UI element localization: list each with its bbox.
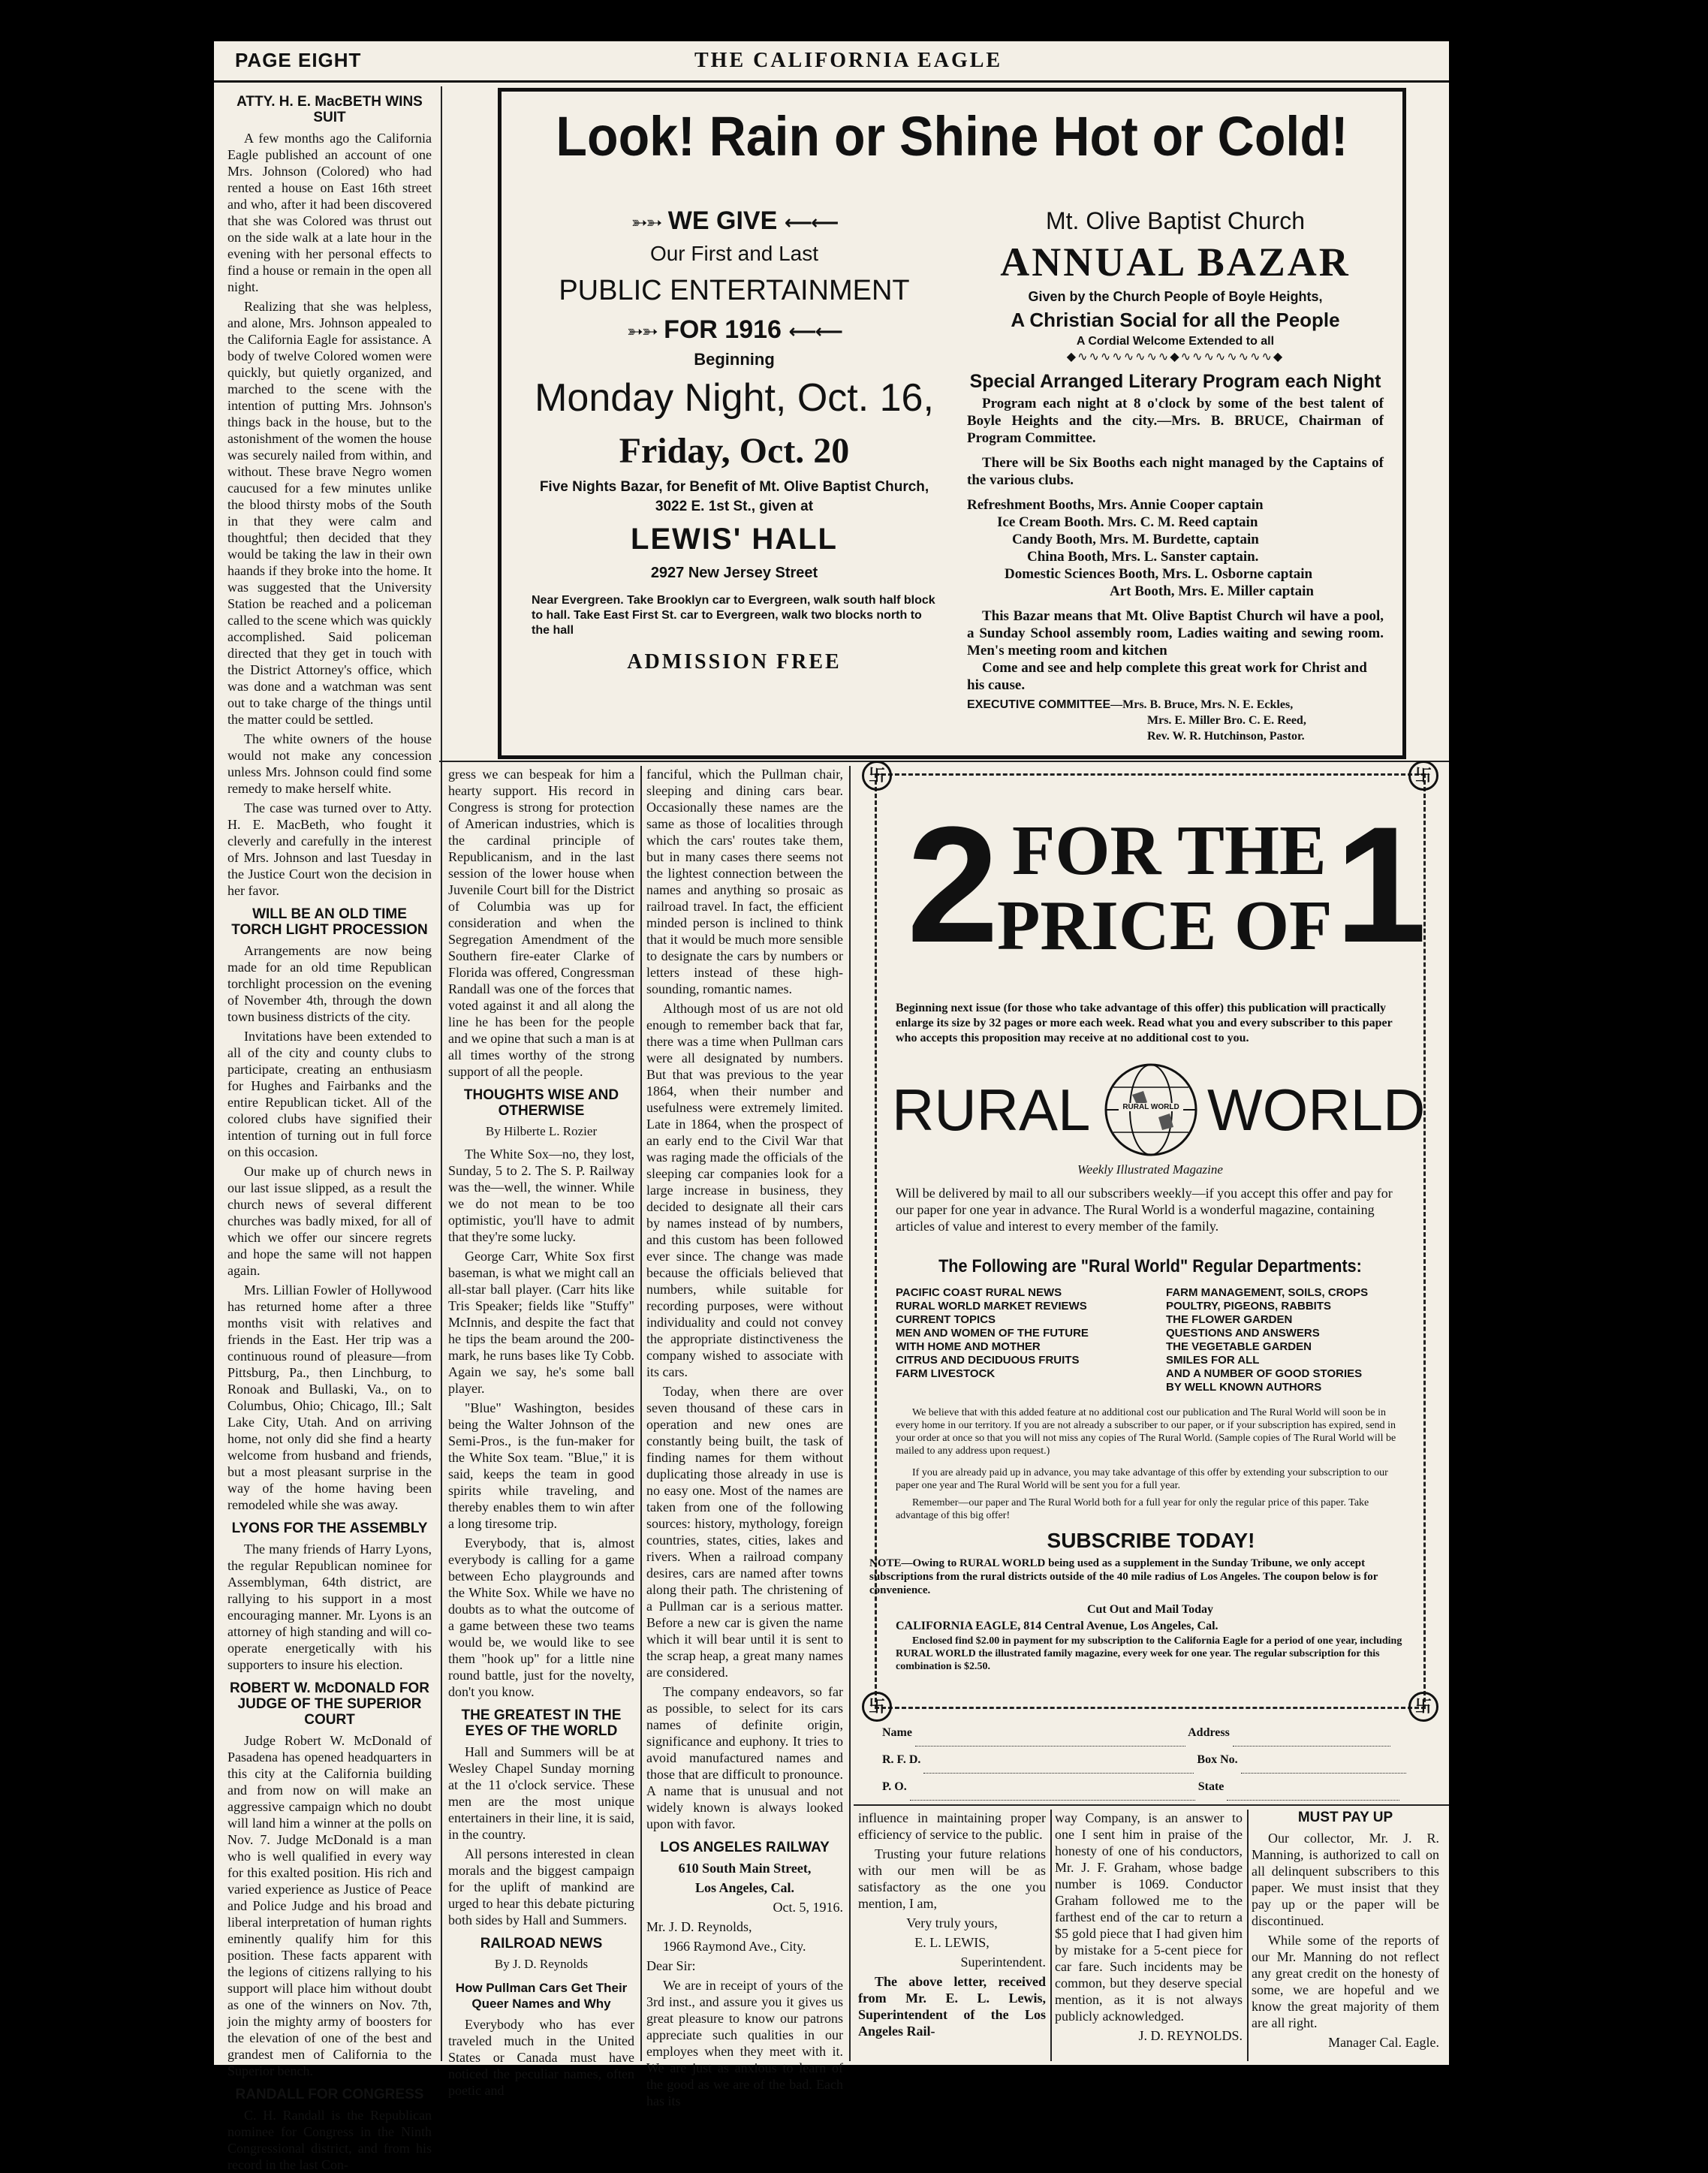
department-item: CITRUS AND DECIDUOUS FRUITS bbox=[896, 1354, 1080, 1367]
paragraph: gress we can bespeak for him a hearty support. His record in Congress is strong for protection of American industries, which is the cardinal principle of Republicanism, and in the last session of the lower house when Juvenile Court bill for the District of Columbia was up for consideration and when the Segregation Amendment of the Southern fire-eater Clarke of Florida was offered, Congressman Randall was one of the forces that voted against it and all along the line he has been for the people and we opine that such a man is at all times worthy of the strong support of all the people. bbox=[448, 767, 634, 1079]
big-one: 1 bbox=[1335, 792, 1427, 977]
byline: By Hilberte L. Rozier bbox=[485, 1124, 598, 1138]
bazar-left-panel bbox=[524, 204, 944, 677]
big-two: 2 bbox=[907, 792, 999, 977]
paragraph: Today, when there are over seven thousand of these cars in operation and new ones are constantly being built, the task of finding names for them without duplicating those already in use is no easy one. Most of the names are taken from one of the following sources: history, mythology, foreign countries, states, cities, lakes and rivers. When a railroad company desires, cars are named after towns along their path. The christening of a Pullman car is a serious matter. Before a new car is given the name which it will bear until it is sent to the scrap heap, a great many names are considered. bbox=[646, 1384, 843, 1680]
church-name: Mt. Olive Baptist Church bbox=[1046, 207, 1305, 234]
coupon-address: CALIFORNIA EAGLE, 814 Central Avenue, Los Angeles, Cal. bbox=[896, 1620, 1218, 1632]
come-text: Come and see and help complete this great work for Christ and his cause. bbox=[967, 660, 1367, 693]
friday-date: Friday, Oct. 20 bbox=[619, 431, 850, 471]
booth-item: Art Booth, Mrs. E. Miller captain bbox=[1110, 583, 1314, 599]
column-rule bbox=[1247, 1810, 1249, 2061]
paragraph: Hall and Summers will be at Wesley Chapel Sunday morning at the 11 o'clock service. These men are the most unique entertainers in their line, it is said, in the country. bbox=[448, 1744, 634, 1842]
booth-item: Ice Cream Booth. Mrs. C. M. Reed captain bbox=[997, 514, 1258, 530]
paragraph: Our make up of church news in our last issue slipped, as a result the church news of several different churches was badly mixed, for all of which we offer our sincere regrets and hope the same will not happen again. bbox=[227, 1164, 432, 1278]
byline: By J. D. Reynolds bbox=[494, 1957, 589, 1971]
column-1 bbox=[227, 86, 432, 2172]
paragraph: All persons interested in clean morals and the biggest campaign for the uplift of mankind are urged to hear this debate picturing both sides by Hall and Summers. bbox=[448, 1846, 634, 1927]
swastika-ornament-icon: 卐 bbox=[862, 1692, 892, 1722]
lewis-hall: LEWIS' HALL bbox=[631, 523, 838, 556]
exec-label: EXECUTIVE COMMITTEE bbox=[967, 698, 1111, 711]
for-year: FOR 1916 bbox=[664, 315, 782, 344]
headline-mcdonald: ROBERT W. McDONALD FOR JUDGE OF THE SUPERIOR COURT bbox=[230, 1680, 429, 1728]
swastika-ornament-icon: 卐 bbox=[862, 761, 892, 791]
letter-recipient: 1966 Raymond Ave., City. bbox=[663, 1939, 806, 1954]
five-nights: Five Nights Bazar, for Benefit of Mt. Olive Baptist Church, 3022 E. 1st St., given at bbox=[539, 479, 929, 514]
address-label: Address bbox=[1188, 1726, 1230, 1739]
letter-address: 610 South Main Street, bbox=[678, 1861, 812, 1876]
admission-free: ADMISSION FREE bbox=[627, 650, 842, 674]
annual-bazar: ANNUAL BAZAR bbox=[1000, 240, 1351, 285]
given-by: Given by the Church People of Boyle Heights, bbox=[1028, 289, 1323, 304]
swastika-ornament-icon: 卐 bbox=[1408, 1692, 1438, 1722]
department-item: CURRENT TOPICS bbox=[896, 1313, 996, 1326]
for-the: FOR THE bbox=[1012, 812, 1327, 890]
page-label: PAGE EIGHT bbox=[235, 49, 362, 71]
name-label: Name bbox=[882, 1726, 912, 1739]
program-title: Special Arranged Literary Program each Night bbox=[969, 371, 1381, 392]
paragraph: A few months ago the California Eagle published an account of one Mrs. Johnson (Colored) who had rented a house on East 16th street and who, after it had been discovered that she was Colored was thrust out on the side walk at a late hour in the evening with her personal effects to find a house or remain in the open all night. bbox=[227, 131, 432, 294]
paragraph: Our collector, Mr. J. R. Manning, is authorized to call on all delinquent subscribers to this paper. We must insist that they pay up or the paper will be discontinued. bbox=[1252, 1831, 1439, 1928]
paragraph: Trusting your future relations with our men will be as satisfactory as the one you mention, I am, bbox=[858, 1846, 1046, 1911]
cut-out: Cut Out and Mail Today bbox=[1086, 1603, 1214, 1616]
section-rule bbox=[439, 761, 1449, 762]
world-word: WORLD bbox=[1207, 1077, 1426, 1143]
first-last: Our First and Last bbox=[649, 242, 819, 265]
subscribe-today: SUBSCRIBE TODAY! bbox=[990, 1529, 1312, 1553]
state-field[interactable] bbox=[1227, 1800, 1399, 1801]
ornament-icon: ➳➳ bbox=[627, 320, 657, 342]
booths-text: There will be Six Booths each night managed by the Captains of the various clubs. bbox=[967, 455, 1384, 488]
believe-text: We believe that with this added feature at no additional cost our publication and The Rural World will soon be in every home in our territory. If you are not already a subscriber to our paper, or if your subscription has expired, send in your order at once so that you will not miss any copies of The Rural World. (Sample copies of The Rural World will be mailed to any address upon request.) bbox=[896, 1407, 1396, 1457]
closing: Very truly yours, bbox=[906, 1915, 998, 1930]
paragraph: Realizing that she was helpless, and alone, Mrs. Johnson appealed to the California Eagle for assistance. A body of twelve Colored women were quickly, but quietly organized, and marched to the scene with the intention of putting Mrs. Johnson's things back in the house, but to the astonishment of the women the house was securely nailed from within, and without. These brave Negro women caucused for a few minutes unlike the blood thirsty mobs of the South in that they were calm and thoughtful; then decided that they would be taking the law in their own haands if they broke into the home. It was suggested that the University Station be reached and a policeman called to the scene which was quickly accomplished. Said policeman directed that they get in touch with the District Attorney's office, which was done and a watchman was sent out to take charge of the things until the matter could be settled. bbox=[227, 299, 432, 727]
paragraph: C. H. Randall is the Republican nominee for Congress in the Ninth Congressional district, and from his record in the last Con- bbox=[227, 2108, 432, 2172]
department-item: WITH HOME AND MOTHER bbox=[896, 1340, 1041, 1353]
department-item: PACIFIC COAST RURAL NEWS bbox=[896, 1286, 1062, 1299]
headline-must-pay: MUST PAY UP bbox=[1297, 1810, 1393, 1825]
paragraph: Judge Robert W. McDonald of Pasadena has opened headquarters in this city at the California building and from now on will make an aggressive campaign which no doubt will land him a winner at the polls on Nov. 7. Judge McDonald is a man who is well qualified in every way for this exalted position. His rich and varied experience as Justice of Peace and Police Judge and his broad and liberal interpretation of human rights eminently qualify him for this position. These facts apparent with the legions of citizens rallying to his support will place him without doubt as one of the winners on Nov. 7th, join the mighty army of boosters for the elevation of one of the best and grandest men of California to the Superior bench. bbox=[227, 1733, 432, 2078]
beginning: Beginning bbox=[694, 350, 775, 369]
hall-street: 2927 New Jersey Street bbox=[650, 565, 818, 581]
column-rule bbox=[640, 766, 642, 2061]
paragraph: George Carr, White Sox first baseman, is what we might call an all-star ball player. (Carr hits like Tris Speaker; fields like "Stuffy" McInnis, and despite the fact that he tips the beam around the 200-mark, he runs bases like Ty Cobb. Again we say, he's some ball player. bbox=[448, 1249, 634, 1396]
booth-item: Refreshment Booths, Mrs. Annie Cooper captain bbox=[967, 497, 1264, 513]
exec-line: —Mrs. B. Bruce, Mrs. N. E. Eckles, bbox=[1110, 698, 1294, 711]
letter-date: Oct. 5, 1916. bbox=[773, 1900, 843, 1915]
headline-la-railway: LOS ANGELES RAILWAY bbox=[660, 1840, 830, 1855]
header-rule bbox=[214, 80, 1449, 83]
department-item: THE VEGETABLE GARDEN bbox=[1166, 1340, 1312, 1353]
paidup-text: If you are already paid up in advance, you may take advantage of this offer by extending your subscription to our paper one year and The Rural World will be sent you for a full year. bbox=[896, 1467, 1388, 1491]
letter-recipient: Mr. J. D. Reynolds, bbox=[646, 1919, 752, 1934]
headline-torchlight: WILL BE AN OLD TIME TORCH LIGHT PROCESSION bbox=[231, 906, 428, 938]
paragraph: "Blue" Washington, besides being the Walter Johnson of the Semi-Pros., is the fun-maker for the White Sox team. "Blue," it is said, keeps the team in good spirits while traveling, and thereby enables them to win after a long tiresome trip. bbox=[448, 1400, 634, 1531]
paragraph: We are in receipt of yours of the 3rd inst., and assure you it gives us great pleasure to know our patrons appreciate such qualities in our employes when they meet with it. We are just as anxious to learn of the good as we are of the bad. Each has its bbox=[646, 1978, 843, 2108]
box-label: Box No. bbox=[1197, 1753, 1238, 1766]
section-rule bbox=[854, 1804, 1449, 1806]
paragraph: fanciful, which the Pullman chair, sleeping and dining cars bear. Occasionally these names are the same as those of localities through which the cars' routes take them, but in many cases there seems not the lightest connection between the names and anything so prosaic as railroad travel. In fact, the efficient minded person is inclined to think that it would be much more sensible to designate the cars by numbers or letters instead of these high-sounding, romantic names. bbox=[646, 767, 843, 996]
paragraph: The company endeavors, so far as possible, to select for its cars names of definite origin, significance and euphony. It tries to avoid manufactured names and those that are difficult to pronounce. A name that is unusual and not widely known is always looked upon with favor. bbox=[646, 1684, 843, 1831]
paragraph: The above letter, received from Mr. E. L. Lewis, Superintendent of the Los Angeles Rail- bbox=[858, 1974, 1046, 2039]
column-rule bbox=[1050, 1810, 1052, 2061]
monday-date: Monday Night, Oct. 16, bbox=[535, 376, 934, 420]
headline-macbeth: ATTY. H. E. MacBETH WINS SUIT bbox=[236, 94, 423, 125]
ad-headline: Look! Rain or Shine Hot or Cold! bbox=[556, 105, 1348, 167]
subhead-pullman: How Pullman Cars Get Their Queer Names and Why bbox=[455, 1981, 628, 2011]
headline-thoughts: THOUGHTS WISE AND OTHERWISE bbox=[463, 1087, 619, 1119]
column-rule bbox=[849, 766, 851, 2061]
column-6 bbox=[1252, 1810, 1439, 2061]
paragraph: Arrangements are now being made for an old time Republican torchlight procession on the evening of November 4th, through the down town business districts of the city. bbox=[227, 943, 432, 1024]
offer-text: Beginning next issue (for those who take advantage of this offer) this publication will practically enlarge its size by 32 pages or more each week. Read what you and every subscriber to this paper who accepts this proposition may receive at no additional cost to you. bbox=[896, 1002, 1393, 1044]
po-field[interactable] bbox=[910, 1800, 1195, 1801]
column-2 bbox=[448, 766, 634, 2098]
rural-world-advertisement bbox=[868, 766, 1432, 1716]
coupon-text: Enclosed find $2.00 in payment for my subscription to the California Eagle for a period of one year, including RURAL WORLD the illustrated family magazine, every week for one year. The regular subscription for this combination is $2.50. bbox=[896, 1635, 1402, 1672]
bazar-right-panel bbox=[967, 204, 1384, 744]
department-item: FARM MANAGEMENT, SOILS, CROPS bbox=[1166, 1286, 1369, 1299]
weekly-magazine: Weekly Illustrated Magazine bbox=[1077, 1162, 1223, 1177]
booth-item: Domestic Sciences Booth, Mrs. L. Osborne captain bbox=[1005, 566, 1313, 582]
departments-right-list bbox=[1166, 1286, 1414, 1394]
department-item: POULTRY, PIGEONS, RABBITS bbox=[1166, 1300, 1332, 1313]
department-item: SMILES FOR ALL bbox=[1166, 1354, 1260, 1367]
rural-word: RURAL bbox=[892, 1077, 1091, 1143]
cordial-welcome: A Cordial Welcome Extended to all bbox=[1076, 335, 1275, 348]
headline-railroad: RAILROAD NEWS bbox=[480, 1936, 603, 1951]
booth-list bbox=[967, 496, 1384, 600]
signature: Manager Cal. Eagle. bbox=[1328, 2035, 1439, 2050]
program-text: Program each night at 8 o'clock by some of the best talent of Boyle Heights and the city.—Mrs. B. BRUCE, Chairman of Program Committee. bbox=[967, 396, 1384, 446]
po-label: P. O. bbox=[882, 1780, 907, 1793]
booth-item: China Booth, Mrs. L. Sanster captain. bbox=[1027, 549, 1259, 565]
newspaper-page bbox=[214, 41, 1449, 2172]
signature: J. D. REYNOLDS. bbox=[1138, 2028, 1243, 2043]
column-4 bbox=[858, 1810, 1046, 2061]
deliver-text: Will be delivered by mail to all our subscribers weekly—if you accept this offer and pay for our paper for one year in advance. The Rural World is a wonderful magazine, containing articles of value and interest to every member of the family. bbox=[896, 1186, 1393, 1234]
letter-address: Los Angeles, Cal. bbox=[694, 1880, 794, 1895]
exec-line: Rev. W. R. Hutchinson, Pastor. bbox=[1147, 730, 1305, 743]
remember-text: Remember—our paper and The Rural World both for a full year for only the regular price of this paper. Take advantage of this big offer! bbox=[896, 1497, 1369, 1521]
department-item: AND A NUMBER OF GOOD STORIES bbox=[1166, 1367, 1363, 1380]
department-item: BY WELL KNOWN AUTHORS bbox=[1166, 1381, 1322, 1394]
rfd-label: R. F. D. bbox=[882, 1753, 921, 1766]
note-text: NOTE—Owing to RURAL WORLD being used as a supplement in the Sunday Tribune, we only accept subscriptions from the rural districts outside of the 40 mile radius of Los Angeles. The coupon below is for convenience. bbox=[869, 1557, 1378, 1596]
column-5 bbox=[1055, 1810, 1243, 2061]
ornament-icon: ⟵⟵ bbox=[788, 320, 842, 342]
booth-item: Candy Booth, Mrs. M. Burdette, captain bbox=[1012, 532, 1259, 547]
closing-title: Superintendent. bbox=[960, 1954, 1046, 1970]
headline-randall: RANDALL FOR CONGRESS bbox=[235, 2087, 424, 2102]
department-item: MEN AND WOMEN OF THE FUTURE bbox=[896, 1327, 1089, 1340]
headline-lyons: LYONS FOR THE ASSEMBLY bbox=[231, 1520, 428, 1536]
paragraph: While some of the reports of our Mr. Manning do not reflect any great credit on the honesty of some, we are hopeful and we know the great majority of them are all right. bbox=[1252, 1933, 1439, 2030]
column-rule bbox=[441, 86, 442, 2061]
paragraph: Everybody who has ever traveled much in the United States or Canada must have noticed the peculiar names, often poetic and bbox=[448, 2017, 634, 2098]
directions: Near Evergreen. Take Brooklyn car to Evergreen, walk south half block to hall. Take East First St. car to Evergreen, walk two blocks north to the hall bbox=[532, 594, 935, 637]
state-label: State bbox=[1197, 1780, 1225, 1793]
globe-label: RURAL WORLD bbox=[1119, 1103, 1183, 1111]
headline-greatest: THE GREATEST IN THE EYES OF THE WORLD bbox=[461, 1707, 622, 1739]
public-entertainment: PUBLIC ENTERTAINMENT bbox=[559, 275, 910, 306]
bazar-advertisement bbox=[498, 88, 1406, 759]
pool-text: This Bazar means that Mt. Olive Baptist Church wil have a pool, a Sunday School assembly room, Ladies waiting and sewing room. Men's meeting room and kitchen bbox=[967, 608, 1384, 659]
ornament-rule-icon: ◆∿∿∿∿∿∿∿∿◆∿∿∿∿∿∿∿∿◆ bbox=[1066, 351, 1285, 363]
coupon-form bbox=[882, 1719, 1430, 1801]
paragraph: The White Sox—no, they lost, Sunday, 5 to 2. The S. P. Railway was the—well, the winner. While we do not mean to be too optimistic, you'll have to admit that they're some lucky. bbox=[448, 1147, 634, 1244]
paragraph: The case was turned over to Atty. H. E. MacBeth, who fought it cleverly and carefully in the interest of Mrs. Johnson and last Tuesday in the Justice Court won the decision in her favor. bbox=[227, 800, 432, 898]
paragraph: Mrs. Lillian Fowler of Hollywood has returned home after a three months visit with relatives and friends in the East. Her trip was a continuous round of pleasure—from Pittsburg, Pa., then Linchburg, to Ronoak and Bullaski, Va., on to Columbus, Ohio; Chicago, Ill.; Salt Lake City, Utah. And on arriving home, not only did she find a hearty welcome from husband and friends, but a most pleasant surprise in the way of the home having been remodeled while she was away. bbox=[227, 1282, 432, 1512]
exec-line: Mrs. E. Miller Bro. C. E. Reed, bbox=[1147, 714, 1306, 727]
ornament-icon: ⟵⟵ bbox=[784, 211, 838, 234]
closing-name: E. L. LEWIS, bbox=[914, 1935, 990, 1950]
paragraph: Everybody, that is, almost everybody is calling for a game between Echo playgrounds and the White Sox. While we have no doubts as to what the outcome of a game between these two teams would be, we would like to see them "hook up" for a little nine round battle, just for the novelty, don't you know. bbox=[448, 1536, 634, 1699]
paragraph: Although most of us are not old enough to remember back that far, there was a time when Pullman cars were all designated by numbers. But that was previous to the year 1864, when their number and usefulness were extremely limited. Late in 1864, when the prospect of an early end to the Civil War that was raging made the officials of the sleeping car companies look for a large increase in business, they decided to designate all their cars by names instead of by numbers, and this custom has been followed ever since. The change was made because the officials believed that numbers, while suitable for recording purposes, were without individuality and could not convey the appropriate distinctiveness the company wished to associate with its cars. bbox=[646, 1001, 843, 1379]
we-give: WE GIVE bbox=[667, 206, 778, 235]
letter-salutation: Dear Sir: bbox=[646, 1958, 696, 1973]
column-3 bbox=[646, 766, 843, 2108]
departments-title: The Following are "Rural World" Regular Departments: bbox=[938, 1256, 1362, 1276]
masthead: THE CALIFORNIA EAGLE bbox=[694, 49, 1003, 72]
paragraph: influence in maintaining proper efficiency of service to the public. bbox=[858, 1810, 1046, 1842]
department-item: FARM LIVESTOCK bbox=[896, 1367, 996, 1380]
department-item: THE FLOWER GARDEN bbox=[1166, 1313, 1293, 1326]
paragraph: way Company, is an answer to one I sent him in praise of the honesty of one of his conductors, Mr. J. F. Graham, whose badge number is 1069. Conductor Graham followed me to the farthest end of the car to return a $5 gold piece that I had given him by mistake for a 5-cent piece for car fare. Such incidents may be common, but they deserve special mention, as it is not always publicly acknowledged. bbox=[1055, 1810, 1243, 2024]
ornament-icon: ➳➳ bbox=[631, 211, 661, 234]
department-item: RURAL WORLD MARKET REVIEWS bbox=[896, 1300, 1087, 1313]
paragraph: The many friends of Harry Lyons, the regular Republican nominee for Assemblyman, 64th district, are rallying to his support in a most encouraging manner. Mr. Lyons is an attorney of high standing and will co-operate energetically with his supporters to insure his election. bbox=[227, 1542, 432, 1672]
departments-left-list bbox=[896, 1286, 1151, 1381]
christian-social: A Christian Social for all the People bbox=[1011, 309, 1340, 331]
paragraph: The white owners of the house would not make any concession unless Mrs. Johnson could find some remedy to make herself white. bbox=[227, 731, 432, 796]
swastika-ornament-icon: 卐 bbox=[1408, 761, 1438, 791]
department-item: QUESTIONS AND ANSWERS bbox=[1166, 1327, 1320, 1340]
price-of: PRICE OF bbox=[997, 887, 1333, 965]
paragraph: Invitations have been extended to all of the city and county clubs to participate, creating an enthusiasm for Hughes and Fairbanks and the entire Republican ticket. All of the colored clubs have signified their intention of turning out in full force on this occasion. bbox=[227, 1029, 432, 1159]
